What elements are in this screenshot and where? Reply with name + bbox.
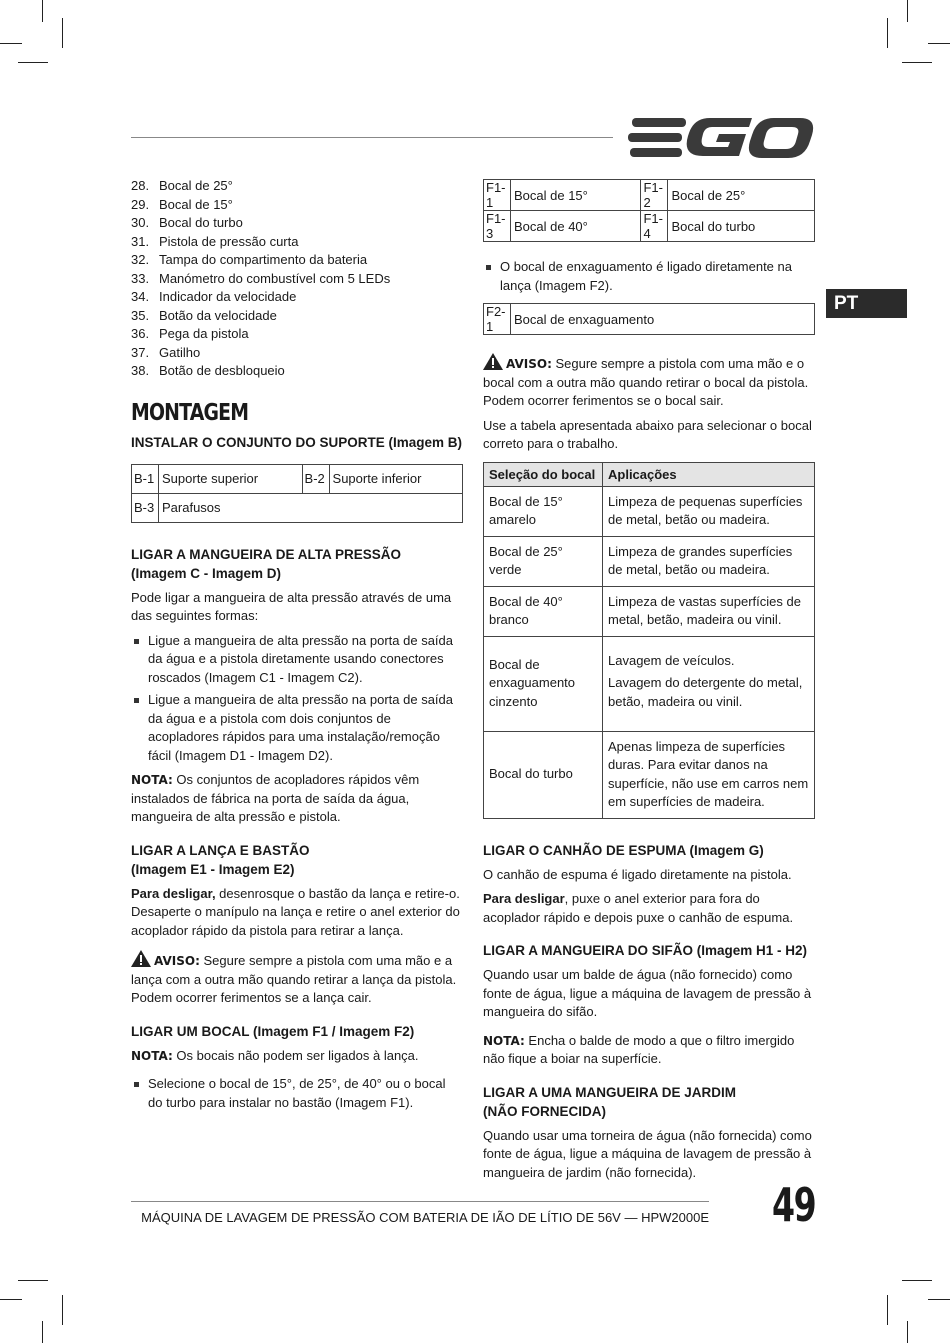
table-row: B-3 Parafusos [132,493,463,522]
table-row: B-1 Suporte superior B-2 Suporte inferior [132,464,463,493]
section-title: MONTAGEM [131,399,249,426]
table-row: Bocal de 25° verde Limpeza de grandes superfícies de metal, betão ou madeira. [484,536,815,586]
table-intro: Use a tabela apresentada abaixo para selecionar o bocal correto para o trabalho. [483,417,812,451]
crop-mark [0,43,22,44]
footer-rule [131,1201,709,1202]
list-item: Selecione o bocal de 15°, de 25°, de 40° ou o bocal do turbo para instalar no bastão (Imagem F1). [131,1075,463,1112]
crop-mark [42,1321,43,1343]
language-tab: PT [826,289,907,318]
parts-list [131,177,463,381]
lance-warning: AVISO: Segure sempre a pistola com uma mão e a lança com a outra mão quando retirar a lança da pistola. Podem ocorrer ferimentos se a lança cair. [131,950,463,1008]
crop-mark [902,62,932,63]
lance-heading: LIGAR A LANÇA E BASTÃO (Imagem E1 - Imagem E2) [131,842,310,877]
nozzle-heading: LIGAR UM BOCAL (Imagem F1 / Imagem F2) [131,1023,415,1039]
foam-text: O canhão de espuma é ligado diretamente na pistola. [483,866,792,882]
crop-mark [42,0,43,22]
warning-icon [483,353,503,370]
list-item: 34. Indicador da velocidade [131,289,297,304]
crop-mark [907,0,908,22]
table-row: F2-1 Bocal de enxaguamento [484,304,815,335]
list-item: Ligue a mangueira de alta pressão na porta de saída da água e a pistola com dois conjuntos de acopladores rápidos para uma instalação/remoção fácil (Imagem D1 - Imagem D2). [131,691,463,765]
f1-parts-table [483,179,815,242]
list-item: 35. Botão da velocidade [131,307,277,323]
foam-heading: LIGAR O CANHÃO DE ESPUMA (Imagem G) [483,842,764,858]
list-item: 28. Bocal de 25° [131,178,233,193]
table-row: Bocal do turbo Apenas limpeza de superfícies duras. Para evitar danos na superfície, não use em carros nem em superfícies de madeira. [484,731,815,818]
crop-mark [928,1299,950,1300]
list-item: Ligue a mangueira de alta pressão na porta de saída da água e a pistola diretamente usando conectores roscados (Imagem C1 - Imagem C2). [131,632,463,688]
nozzle-warning: AVISO: Segure sempre a pistola com uma mão e o bocal com a outra mão quando retirar o bocal da pistola. Podem ocorrer ferimentos se o bocal sair. [483,353,815,411]
nozzle-bullets [131,1075,463,1112]
list-item: 32. Tampa do compartimento da bateria [131,252,368,267]
table-row: Bocal de 40° branco Limpeza de vastas superfícies de metal, betão, madeira ou vinil. [484,586,815,636]
siphon-note: NOTA: Encha o balde de modo a que o filtro imergido não fique a boiar na superfície. [483,1032,795,1066]
crop-mark [62,1295,63,1325]
crop-mark [928,43,950,44]
hose-note: NOTA: Os conjuntos de acopladores rápidos vêm instalados de fábrica na porta de saída da água, mangueira de alta pressão e pistola. [131,772,420,824]
list-item: 33. Manómetro do combustível com 5 LEDs [131,270,391,286]
hose-heading: LIGAR A MANGUEIRA DE ALTA PRESSÃO (Imagem C - Imagem D) [131,546,401,581]
crop-mark [887,18,888,48]
hose-bullets [131,632,463,766]
crop-mark [887,1295,888,1325]
support-heading: INSTALAR O CONJUNTO DO SUPORTE (Imagem B) [131,434,463,450]
list-item: 37. Gatilho [131,344,201,360]
f2-parts-table [483,303,815,335]
lance-text: Para desligar, desenrosque o bastão da lança e retire-o. Desaperte o manípulo na lança e retire o anel exterior do acoplador rápido da pistola para retirar a lança. [131,885,460,938]
support-parts-table [131,464,463,523]
f2-bullets [483,258,815,295]
crop-mark [902,1280,932,1281]
list-item: O bocal de enxaguamento é ligado diretamente na lança (Imagem F2). [483,258,815,295]
crop-mark [18,62,48,63]
table-header-row: Seleção do bocal Aplicações [484,462,815,486]
list-item: 31. Pistola de pressão curta [131,233,299,249]
garden-text: Quando usar uma torneira de água (não fornecida) como fonte de água, ligue a máquina de lavagem de pressão à mangueira de jardim (não fornecida). [483,1127,812,1180]
table-row: Bocal de enxaguamento cinzento Lavagem de veículos. Lavagem do detergente do metal, betão, madeira ou vinil. [484,636,815,731]
table-row: F1-1 Bocal de 15° F1-2 Bocal de 25° [484,180,815,211]
crop-mark [0,1299,22,1300]
table-row: F1-3 Bocal de 40° F1-4 Bocal do turbo [484,211,815,242]
garden-heading: LIGAR A UMA MANGUEIRA DE JARDIM (NÃO FORNECIDA) [483,1084,736,1119]
crop-mark [18,1280,48,1281]
crop-mark [62,18,63,48]
nozzle-note: NOTA: Os bocais não podem ser ligados à lança. [131,1047,419,1063]
list-item: 38. Botão de desbloqueio [131,363,285,378]
table-row: Bocal de 15° amarelo Limpeza de pequenas superfícies de metal, betão ou madeira. [484,486,815,536]
left-column [131,177,463,1118]
hose-intro: Pode ligar a mangueira de alta pressão através de uma das seguintes formas: [131,589,452,623]
page-number: 49 [772,1178,816,1232]
crop-mark [907,1321,908,1343]
list-item: 30. Bocal do turbo [131,215,243,230]
siphon-text: Quando usar um balde de água (não fornecido) como fonte de água, ligue a máquina de lavagem de pressão à mangueira do sifão. [483,967,812,1019]
foam-disconnect: Para desligar, puxe o anel exterior para fora do acoplador rápido e depois puxe o canhão de espuma. [483,891,794,925]
siphon-heading: LIGAR A MANGUEIRA DO SIFÃO (Imagem H1 - H2) [483,943,808,958]
warning-icon [131,950,151,967]
footer-title: MÁQUINA DE LAVAGEM DE PRESSÃO COM BATERIA DE IÃO DE LÍTIO DE 56V — HPW2000E [141,1210,709,1225]
nozzle-selection-table [483,462,815,819]
right-column [483,179,815,1188]
list-item: 36. Pega da pistola [131,326,249,341]
list-item: 29. Bocal de 15° [131,196,233,212]
header-rule [131,137,613,138]
ego-logo [628,116,814,160]
